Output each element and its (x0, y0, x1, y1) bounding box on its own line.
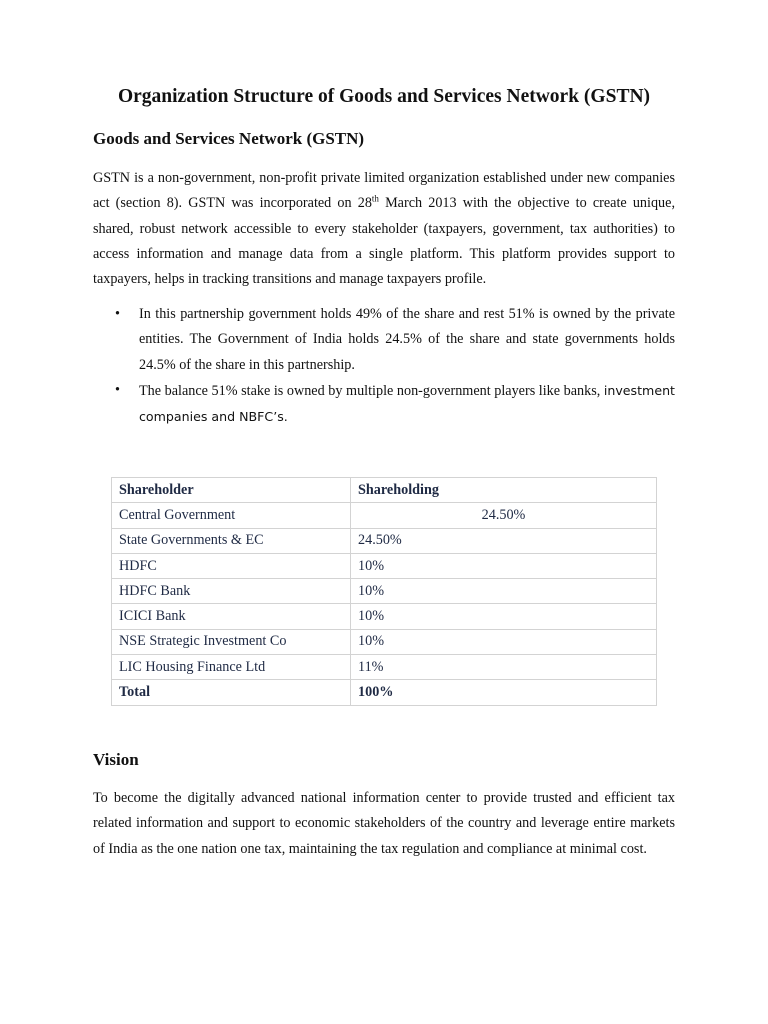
cell-shareholding: 24.50% (351, 528, 657, 553)
total-value: 100% (351, 680, 657, 705)
bullet-text-continued: investment companies and NBFC’s. (139, 382, 675, 425)
cell-shareholder: State Governments & EC (112, 528, 351, 553)
table-row (112, 503, 657, 528)
table-row (112, 655, 657, 680)
table-row (112, 553, 657, 578)
intro-text-part2: March 2013 with the objective to create unique, shared, robust network accessible to every stakeholder (taxpayers, government, tax authorities) to access information and manage data from a single platform. This platform provides support to taxpayers, helps in tracking transitions and manage taxpayers profile. (93, 195, 675, 288)
cell-shareholding: 24.50% (351, 503, 657, 528)
header-shareholder: Shareholder (112, 478, 351, 503)
vision-paragraph: To become the digitally advanced national information center to provide trusted and efficient tax related information and support to economic stakeholders of the country and leverage entire markets of India as the one nation one tax, maintaining the tax regulation and compliance at minimal cost. (93, 790, 675, 857)
table-row (112, 528, 657, 553)
cell-shareholding: 10% (351, 604, 657, 629)
table-total-row (112, 680, 657, 705)
cell-shareholder: HDFC (112, 553, 351, 578)
total-label: Total (112, 680, 351, 705)
date-superscript: th (371, 193, 379, 204)
shareholding-table (111, 477, 657, 706)
cell-shareholding: 11% (351, 655, 657, 680)
bullet-item (93, 378, 675, 431)
gstn-intro-paragraph (93, 166, 675, 292)
bullet-item (93, 302, 675, 378)
cell-shareholding: 10% (351, 629, 657, 654)
bullet-text: In this partnership government holds 49% of the share and rest 51% is owned by the private entities. The Government of India holds 24.5% of the share and state governments holds 24.5% of the share in this partnership. (139, 306, 675, 373)
intro-text-part1: GSTN is a non-government, non-profit private limited organization established under new companies act (section 8). GSTN was incorporated on 28 (93, 170, 675, 212)
shareholding-bullet-list (93, 302, 675, 430)
cell-shareholding: 10% (351, 579, 657, 604)
bullet-dot-icon: • (115, 381, 120, 398)
bullet-dot-icon: • (115, 306, 120, 322)
bullet-text: The balance 51% stake is owned by multiple non-government players like banks, (139, 382, 601, 399)
table-header-row (112, 478, 657, 503)
table-row (112, 579, 657, 604)
table-row (112, 629, 657, 654)
cell-shareholder: NSE Strategic Investment Co (112, 629, 351, 654)
section-heading-gstn: Goods and Services Network (GSTN) (93, 129, 365, 148)
document-title: Organization Structure of Goods and Services Network (GSTN) (117, 86, 651, 107)
cell-shareholder: ICICI Bank (112, 604, 351, 629)
table-row (112, 604, 657, 629)
cell-shareholder: LIC Housing Finance Ltd (112, 655, 351, 680)
cell-shareholder: Central Government (112, 503, 351, 528)
cell-shareholding: 10% (351, 553, 657, 578)
header-shareholding: Shareholding (351, 478, 657, 503)
section-heading-vision: Vision (93, 750, 139, 769)
cell-shareholder: HDFC Bank (112, 579, 351, 604)
